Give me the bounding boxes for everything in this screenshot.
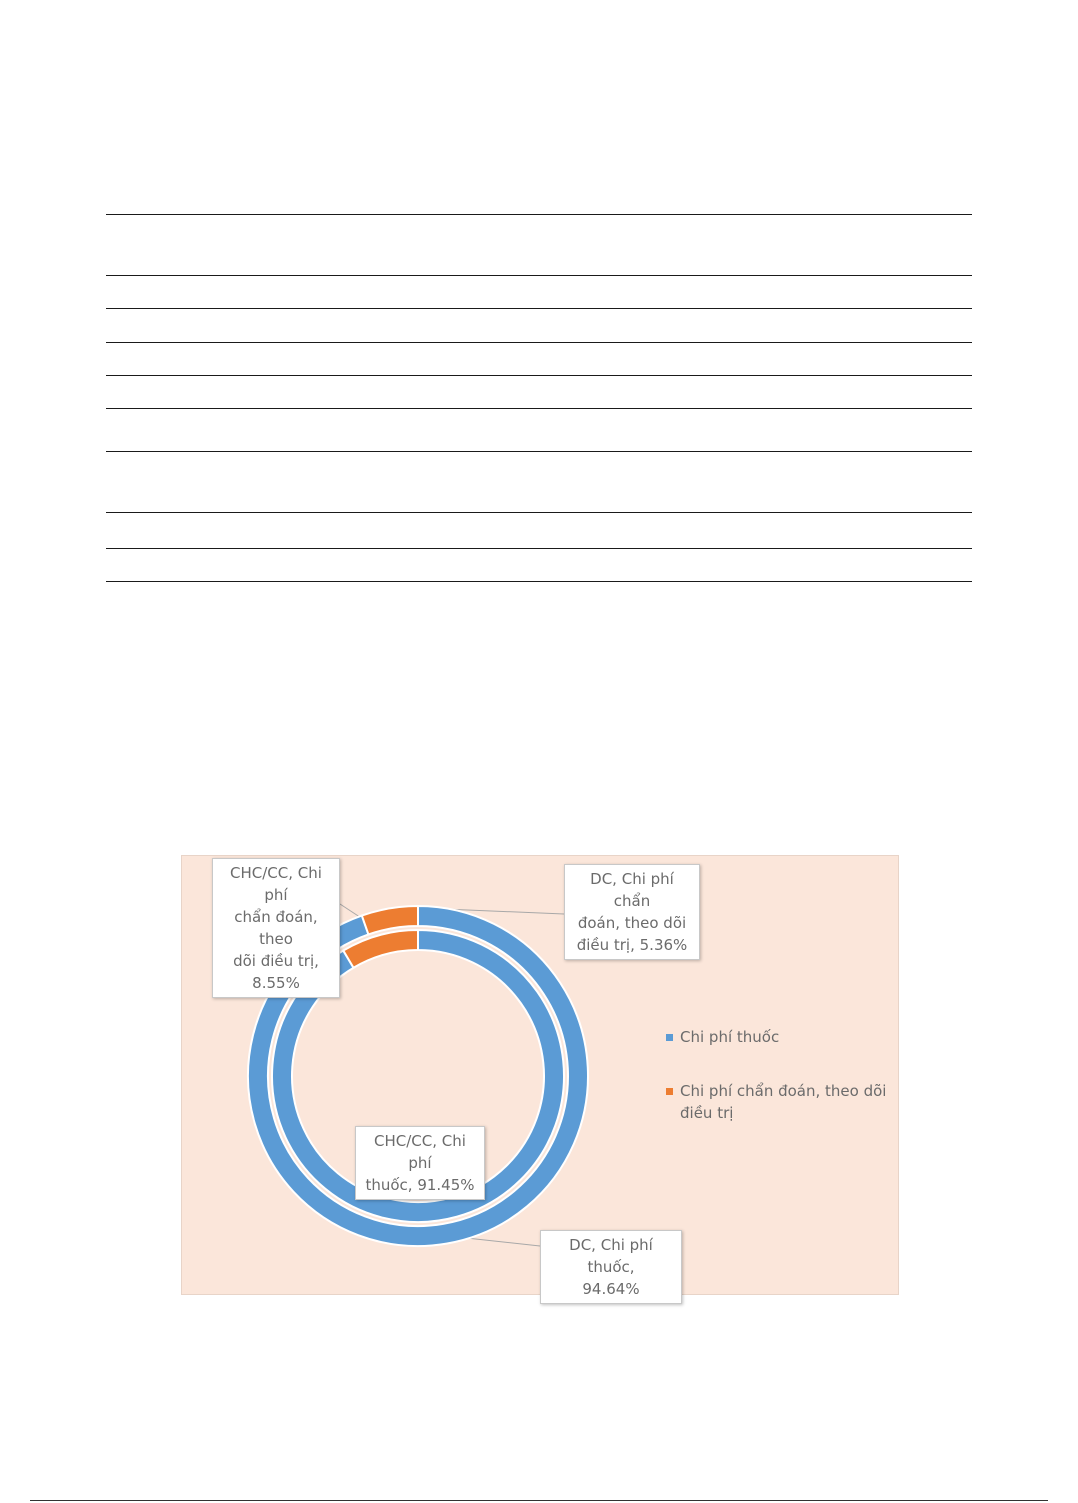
ruled-table: [106, 0, 972, 600]
data-label-chc-drug-cost: CHC/CC, Chi phí thuốc, 91.45%: [355, 1126, 485, 1200]
doughnut-chart: [181, 855, 899, 1298]
legend-swatch: [666, 1088, 673, 1095]
table-rule: [106, 408, 972, 409]
table-rule: [106, 512, 972, 513]
legend-swatch: [666, 1034, 673, 1041]
table-rule-top: [106, 214, 972, 215]
table-rule: [106, 548, 972, 549]
data-label-chc-diagnosis-cost: CHC/CC, Chi phí chẩn đoán, theo dõi điều trị, 8.55%: [212, 858, 340, 998]
chart-legend: [666, 1026, 896, 1124]
table-rule: [106, 375, 972, 376]
table-rule: [106, 342, 972, 343]
page-footer-rule: [30, 1500, 1048, 1501]
legend-item-diagnosis-cost: [666, 1080, 896, 1124]
data-label-dc-diagnosis-cost: DC, Chi phí chẩn đoán, theo dõi điều trị, 5.36%: [564, 864, 700, 960]
legend-label: Chi phí chẩn đoán, theo dõi điều trị: [680, 1082, 887, 1122]
table-rule: [106, 308, 972, 309]
legend-label: Chi phí thuốc: [680, 1028, 780, 1046]
table-rule-bottom: [106, 581, 972, 582]
data-label-dc-drug-cost: DC, Chi phí thuốc, 94.64%: [540, 1230, 682, 1304]
table-rule: [106, 451, 972, 452]
legend-item-drug-cost: [666, 1026, 896, 1048]
table-rule: [106, 275, 972, 276]
